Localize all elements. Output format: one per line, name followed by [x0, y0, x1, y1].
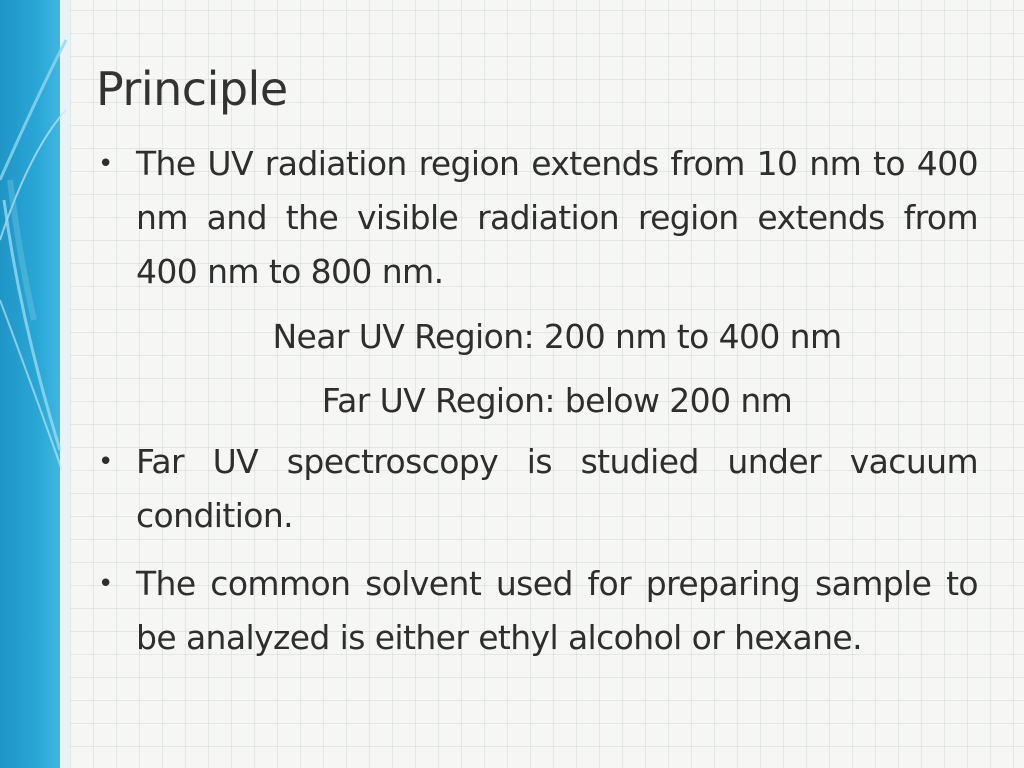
bullet-marker: •	[98, 447, 113, 478]
bullet-marker: •	[98, 569, 113, 600]
near-uv-region-line: Near UV Region: 200 nm to 400 nm	[272, 317, 842, 357]
bullet-text: The UV radiation region extends from 10 nm to 400 nm and the visible radiation region extends from 400 nm to 800 nm.	[136, 144, 978, 292]
bullet-text: The common solvent used for preparing sample to be analyzed is either ethyl alcohol or hexane.	[136, 564, 978, 658]
bullet-far-uv-vacuum	[96, 435, 978, 543]
bullet-text: Far UV spectroscopy is studied under vacuum condition.	[136, 442, 978, 536]
bullet-marker: •	[98, 149, 113, 180]
bullet-uv-visible-ranges	[96, 137, 978, 299]
bullet-common-solvent	[96, 557, 978, 665]
slide-content	[96, 62, 978, 665]
far-uv-region-line: Far UV Region: below 200 nm	[321, 381, 793, 421]
slide-title: Principle	[96, 62, 288, 116]
decorative-side-band	[0, 0, 70, 768]
